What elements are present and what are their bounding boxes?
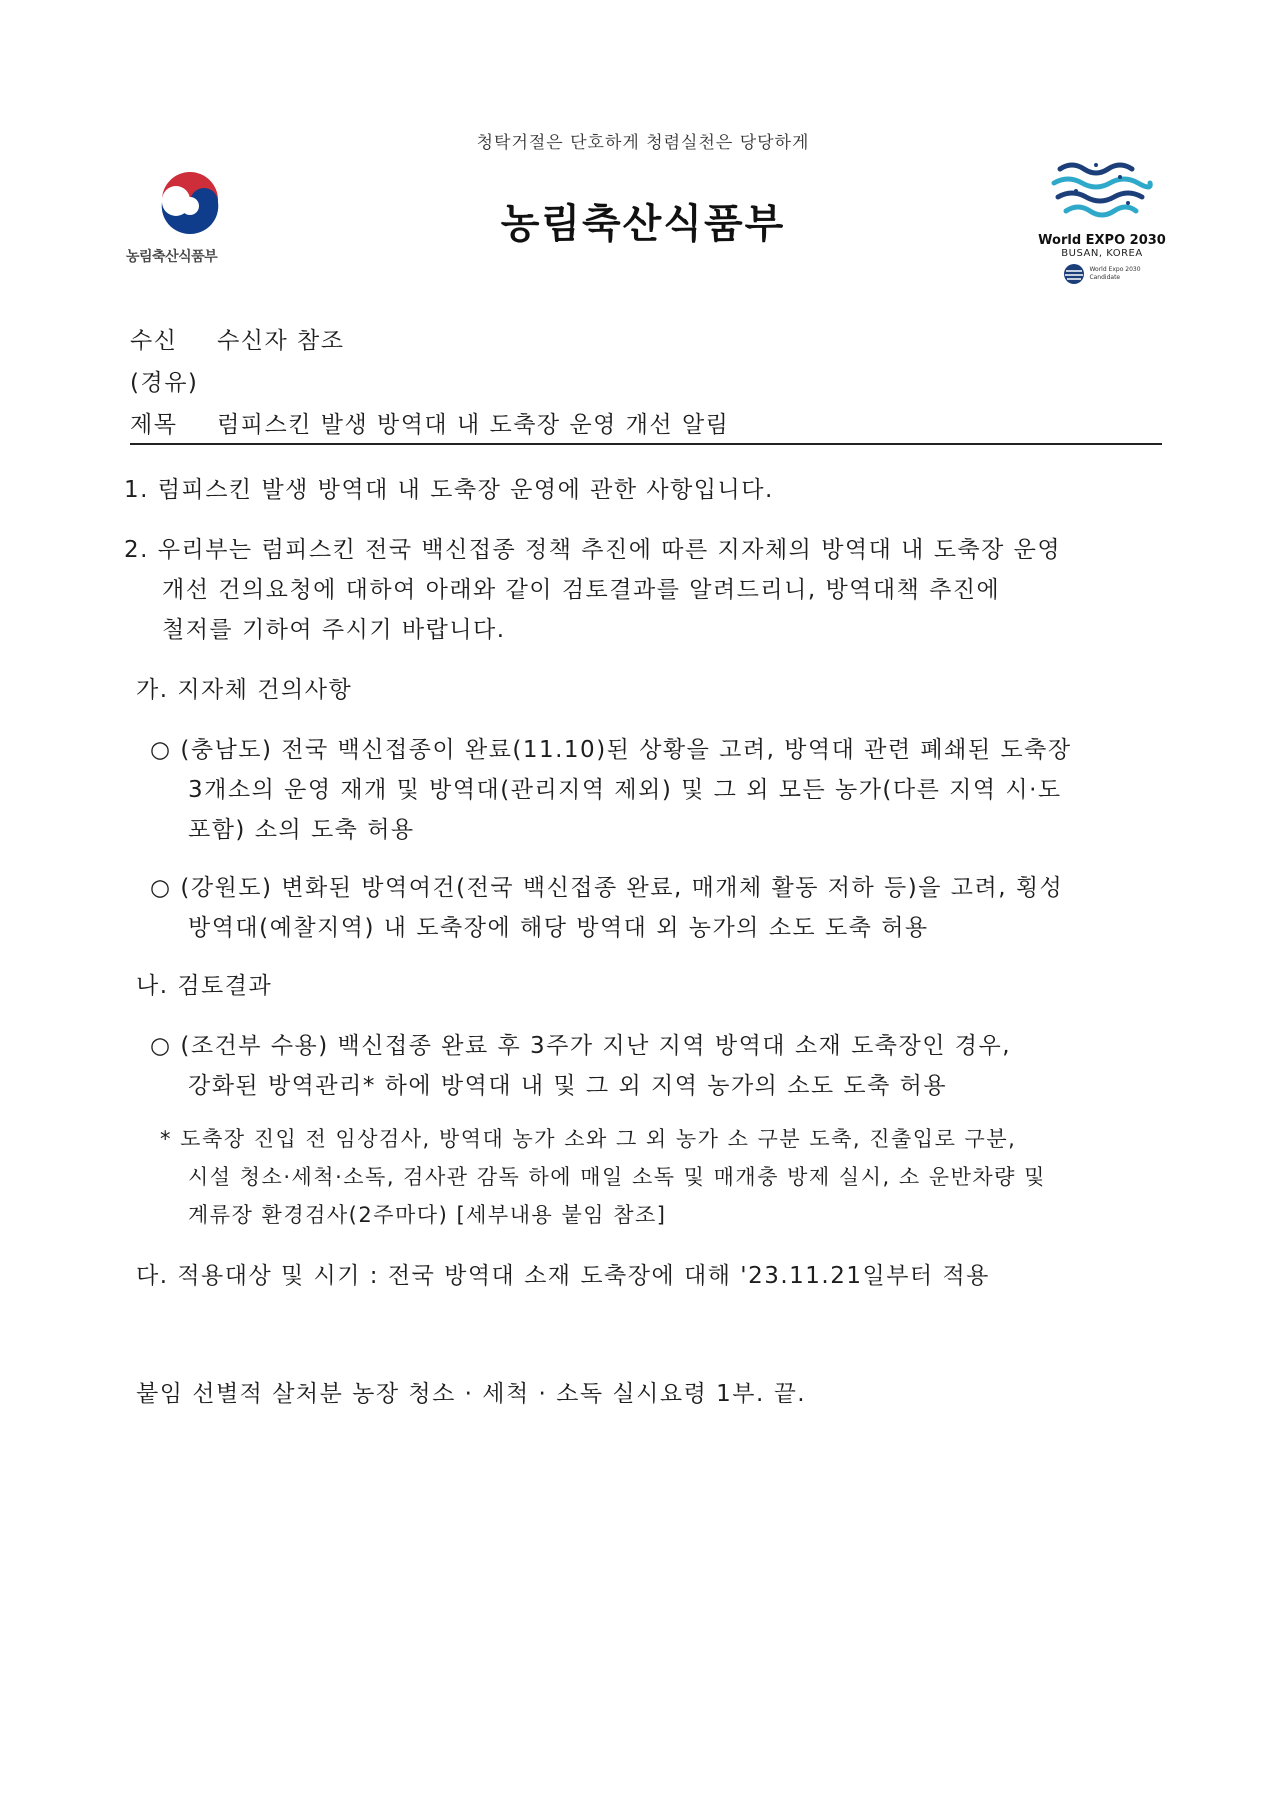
review-note <box>160 1120 1170 1234</box>
logo-caption: 농림축산식품부 <box>126 249 218 265</box>
expo-candidate <box>1032 263 1172 285</box>
ga-item-1 <box>150 730 1170 850</box>
paragraph-2-line-3: 철저를 기하여 주시기 바랍니다. <box>162 617 506 643</box>
ga-item-1-line-3: 포함) 소의 도축 허용 <box>188 817 415 843</box>
expo-title: World EXPO 2030 <box>1038 233 1166 248</box>
paragraph-2-line-1: 2. 우리부는 럼피스킨 전국 백신접종 정책 추진에 따른 지자체의 방역대 내 도축장 운영 <box>124 537 1062 563</box>
ga-item-2 <box>150 868 1170 948</box>
paragraph-2 <box>124 530 1169 650</box>
recipient-row <box>130 322 344 355</box>
paragraph-1: 1. 럼피스킨 발생 방역대 내 도축장 운영에 관한 사항입니다. <box>124 477 774 503</box>
subject-value: 럼피스킨 발생 방역대 내 도축장 운영 개선 알림 <box>217 412 730 438</box>
ga-item-1-line-2: 3개소의 운영 재개 및 방역대(관리지역 제외) 및 그 외 모든 농가(다른 지역 시·도 <box>188 777 1062 803</box>
section-ga-heading: 가. 지자체 건의사항 <box>136 677 353 703</box>
review-note-line-3: 계류장 환경검사(2주마다) [세부내용 붙임 참조] <box>188 1203 667 1227</box>
ga-item-1-line-1: ○ (충남도) 전국 백신접종이 완료(11.10)된 상황을 고려, 방역대 관련 폐쇄된 도축장 <box>150 737 1072 763</box>
ga-item-2-line-1: ○ (강원도) 변화된 방역여건(전국 백신접종 완료, 매개체 활동 저하 등)을 고려, 횡성 <box>150 875 1064 901</box>
ministry-title: 농림축산식품부 <box>500 201 786 247</box>
section-na-heading: 나. 검토결과 <box>136 973 273 999</box>
attachment-line: 붙임 선별적 살처분 농장 청소 · 세척 · 소독 실시요령 1부. 끝. <box>136 1381 807 1407</box>
expo-candidate-line1: World Expo 2030 <box>1089 266 1141 273</box>
review-note-line-1: * 도축장 진입 전 임상검사, 방역대 농가 소와 그 외 농가 소 구분 도축, 진출입로 구분, <box>160 1127 1017 1151</box>
na-item-1 <box>150 1026 1170 1106</box>
slogan: 청탁거절은 단호하게 청렴실천은 당당하게 <box>476 133 810 153</box>
subject-label: 제목 <box>130 412 178 438</box>
header-divider <box>130 443 1162 445</box>
via-row: (경유) <box>130 370 199 396</box>
expo-candidate-line2: Candidate <box>1089 274 1121 281</box>
paragraph-2-line-2: 개선 건의요청에 대하여 아래와 같이 검토결과를 알려드리니, 방역대책 추진에 <box>162 577 1001 603</box>
subject-row <box>130 406 729 439</box>
globe-icon <box>1063 263 1085 285</box>
na-item-1-line-2: 강화된 방역관리* 하에 방역대 내 및 그 외 지역 농가의 소도 도축 허용 <box>188 1073 948 1099</box>
review-note-line-2: 시설 청소·세척·소독, 검사관 감독 하에 매일 소독 및 매개충 방제 실시, 소 운반차량 및 <box>188 1165 1046 1189</box>
recipient-label: 수신 <box>130 328 178 354</box>
ga-item-2-line-2: 방역대(예찰지역) 내 도축장에 해당 방역대 외 농가의 소도 도축 허용 <box>188 915 929 941</box>
expo-location: BUSAN, KOREA <box>1061 248 1143 259</box>
na-item-1-line-1: ○ (조건부 수용) 백신접종 완료 후 3주가 지난 지역 방역대 소재 도축장인 경우, <box>150 1033 1012 1059</box>
recipient-value: 수신자 참조 <box>217 328 345 354</box>
expo-logo <box>1032 155 1172 285</box>
expo-waves-icon <box>1032 155 1172 227</box>
section-da-heading: 다. 적용대상 및 시기 : 전국 방역대 소재 도축장에 대해 '23.11.21일부터 적용 <box>136 1263 990 1289</box>
